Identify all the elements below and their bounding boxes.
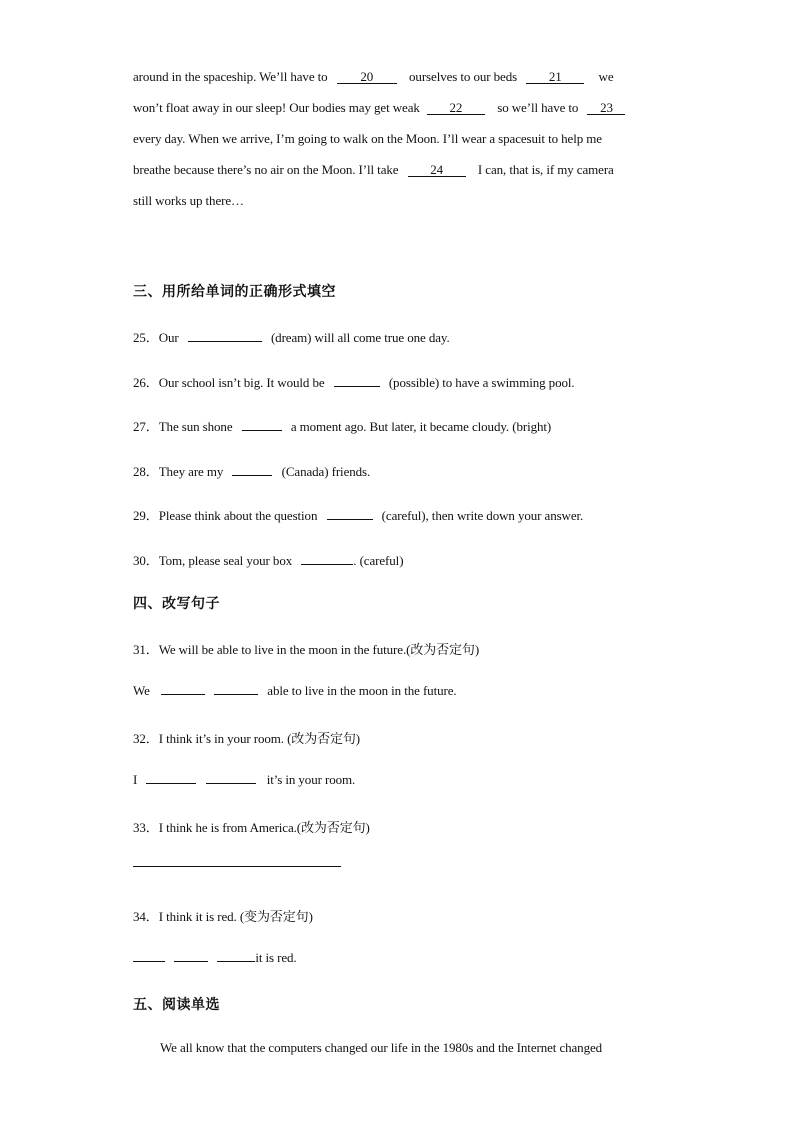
passage-line-2 <box>133 100 625 116</box>
answer-blank-32-2[interactable] <box>206 783 256 784</box>
passage-line-5: still works up there… <box>133 193 244 208</box>
answer-31 <box>133 683 457 699</box>
answer-line-33[interactable] <box>133 866 341 867</box>
answer-blank-31-2[interactable] <box>214 694 258 695</box>
passage-line-3: every day. When we arrive, I’m going to walk on the Moon. I’ll wear a spacesuit to help me <box>133 131 602 146</box>
passage-text: ourselves to our beds <box>409 69 518 84</box>
blank-22[interactable]: 22 <box>427 101 485 115</box>
question-text: (careful), then write down your answer. <box>381 508 584 523</box>
answer-text: it’s in your room. <box>266 772 356 787</box>
section-3-title: 三、用所给单词的正确形式填空 <box>133 284 336 300</box>
answer-blank-26[interactable] <box>334 386 380 387</box>
question-text: 30．Tom, please seal your box <box>133 553 293 568</box>
passage-text: so we’ll have to <box>497 100 579 115</box>
section-5-title: 五、阅读单选 <box>133 997 220 1013</box>
question-text: 29．Please think about the question <box>133 508 318 523</box>
question-text: 25．Our <box>133 330 179 345</box>
question-31: 31．We will be able to live in the moon in the future.(改为否定句) <box>133 642 480 657</box>
question-text: a moment ago. But later, it became cloudy. (bright) <box>290 419 552 434</box>
answer-text: I <box>133 772 138 787</box>
answer-blank-28[interactable] <box>232 475 272 476</box>
blank-21[interactable]: 21 <box>526 70 584 84</box>
answer-blank-34-2[interactable] <box>174 961 208 962</box>
answer-blank-29[interactable] <box>327 519 373 520</box>
question-28 <box>133 461 370 480</box>
passage-text: we <box>598 69 614 84</box>
blank-23[interactable]: 23 <box>587 101 625 115</box>
answer-blank-31-1[interactable] <box>161 694 205 695</box>
passage-text: breathe because there’s no air on the Moon. I’ll take <box>133 162 399 177</box>
answer-blank-34-3[interactable] <box>217 961 255 962</box>
passage-text: I can, that is, if my camera <box>477 162 614 177</box>
question-32: 32．I think it’s in your room. (改为否定句) <box>133 731 361 746</box>
answer-blank-25[interactable] <box>188 341 262 342</box>
passage-text: around in the spaceship. We’ll have to <box>133 69 328 84</box>
question-29 <box>133 505 583 524</box>
answer-32 <box>133 772 355 788</box>
question-27 <box>133 416 551 435</box>
question-25 <box>133 327 450 346</box>
question-text: (dream) will all come true one day. <box>270 330 450 345</box>
answer-text: it is red. <box>255 950 297 965</box>
blank-24[interactable]: 24 <box>408 163 466 177</box>
question-30 <box>133 550 403 569</box>
answer-text: We <box>133 683 150 698</box>
question-26 <box>133 372 575 391</box>
answer-text: able to live in the moon in the future. <box>267 683 457 698</box>
question-text: 26．Our school isn’t big. It would be <box>133 375 325 390</box>
question-text: . (careful) <box>353 553 404 568</box>
answer-blank-30[interactable] <box>301 564 353 565</box>
blank-20[interactable]: 20 <box>337 70 397 84</box>
reading-paragraph-1: We all know that the computers changed our life in the 1980s and the Internet changed <box>160 1040 603 1055</box>
answer-blank-34-1[interactable] <box>133 961 165 962</box>
passage-line-1 <box>133 69 614 85</box>
question-text: (possible) to have a swimming pool. <box>388 375 575 390</box>
passage-text: won’t float away in our sleep! Our bodies may get weak <box>133 100 420 115</box>
question-text: 28．They are my <box>133 464 224 479</box>
answer-blank-27[interactable] <box>242 430 282 431</box>
question-text: (Canada) friends. <box>281 464 371 479</box>
question-34: 34．I think it is red. (变为否定句) <box>133 909 313 924</box>
question-text: 27．The sun shone <box>133 419 233 434</box>
question-33: 33．I think he is from America.(改为否定句) <box>133 820 370 835</box>
answer-blank-32-1[interactable] <box>146 783 196 784</box>
passage-line-4 <box>133 162 614 178</box>
section-4-title: 四、改写句子 <box>133 596 220 612</box>
answer-34 <box>133 950 297 966</box>
